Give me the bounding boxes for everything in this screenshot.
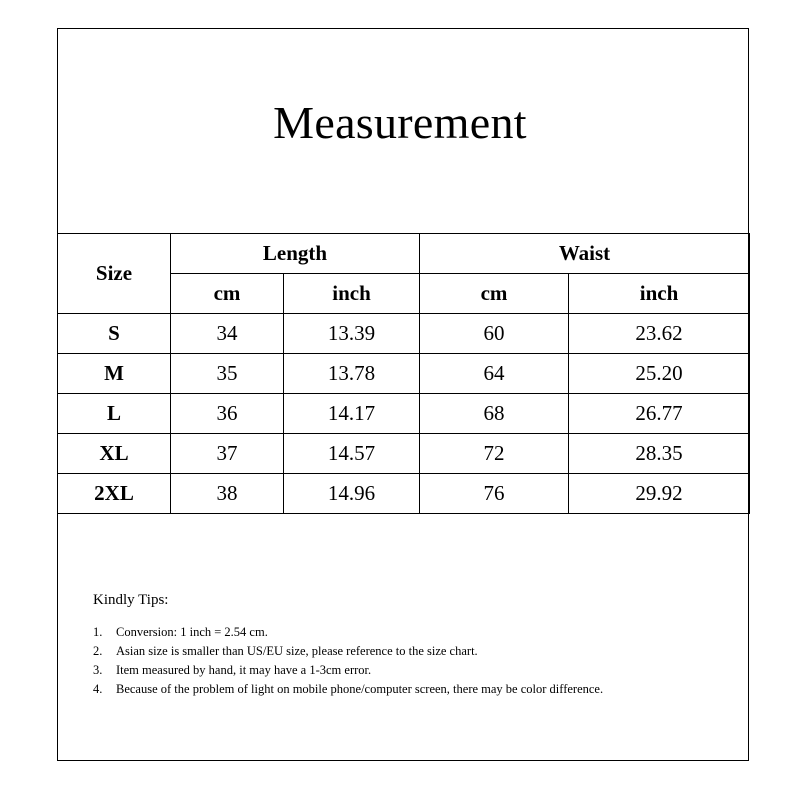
list-item-text: Item measured by hand, it may have a 1-3cm error. <box>116 663 372 677</box>
tips-section <box>93 592 693 699</box>
size-cell: S <box>58 314 171 354</box>
length-cm-cell: 35 <box>171 354 284 394</box>
list-item <box>93 623 693 642</box>
length-cm-cell: 34 <box>171 314 284 354</box>
length-inch-header: inch <box>284 274 420 314</box>
length-cm-cell: 38 <box>171 474 284 514</box>
list-item-number: 4. <box>93 682 103 696</box>
list-item-text: Conversion: 1 inch = 2.54 cm. <box>116 625 268 639</box>
size-cell: L <box>58 394 171 434</box>
waist-cm-cell: 68 <box>420 394 569 434</box>
length-cm-cell: 36 <box>171 394 284 434</box>
waist-inch-cell: 23.62 <box>569 314 750 354</box>
list-item-text: Asian size is smaller than US/EU size, please reference to the size chart. <box>116 644 478 658</box>
waist-inch-cell: 28.35 <box>569 434 750 474</box>
table-row <box>58 354 750 394</box>
list-item-number: 2. <box>93 644 103 658</box>
waist-cm-cell: 76 <box>420 474 569 514</box>
length-inch-cell: 13.39 <box>284 314 420 354</box>
list-item-number: 1. <box>93 625 103 639</box>
waist-cm-cell: 60 <box>420 314 569 354</box>
waist-inch-header: inch <box>569 274 750 314</box>
size-column-header: Size <box>58 234 171 314</box>
tips-list <box>93 623 693 699</box>
waist-inch-cell: 26.77 <box>569 394 750 434</box>
table-row <box>58 474 750 514</box>
waist-inch-cell: 25.20 <box>569 354 750 394</box>
size-cell: XL <box>58 434 171 474</box>
length-group-header: Length <box>171 234 420 274</box>
length-cm-header: cm <box>171 274 284 314</box>
size-cell: 2XL <box>58 474 171 514</box>
size-cell: M <box>58 354 171 394</box>
list-item-text: Because of the problem of light on mobile phone/computer screen, there may be color difference. <box>116 682 604 696</box>
length-inch-cell: 14.57 <box>284 434 420 474</box>
waist-cm-header: cm <box>420 274 569 314</box>
list-item <box>93 680 693 699</box>
page-title: Measurement <box>273 97 527 148</box>
table-row <box>58 394 750 434</box>
list-item <box>93 661 693 680</box>
waist-cm-cell: 72 <box>420 434 569 474</box>
table-header-row <box>58 234 750 274</box>
length-cm-cell: 37 <box>171 434 284 474</box>
waist-group-header: Waist <box>420 234 750 274</box>
size-table <box>57 233 750 514</box>
list-item <box>93 642 693 661</box>
length-inch-cell: 14.96 <box>284 474 420 514</box>
length-inch-cell: 13.78 <box>284 354 420 394</box>
length-inch-cell: 14.17 <box>284 394 420 434</box>
tips-title: Kindly Tips: <box>93 592 169 608</box>
waist-inch-cell: 29.92 <box>569 474 750 514</box>
table-row <box>58 434 750 474</box>
waist-cm-cell: 64 <box>420 354 569 394</box>
table-row <box>58 314 750 354</box>
list-item-number: 3. <box>93 663 103 677</box>
